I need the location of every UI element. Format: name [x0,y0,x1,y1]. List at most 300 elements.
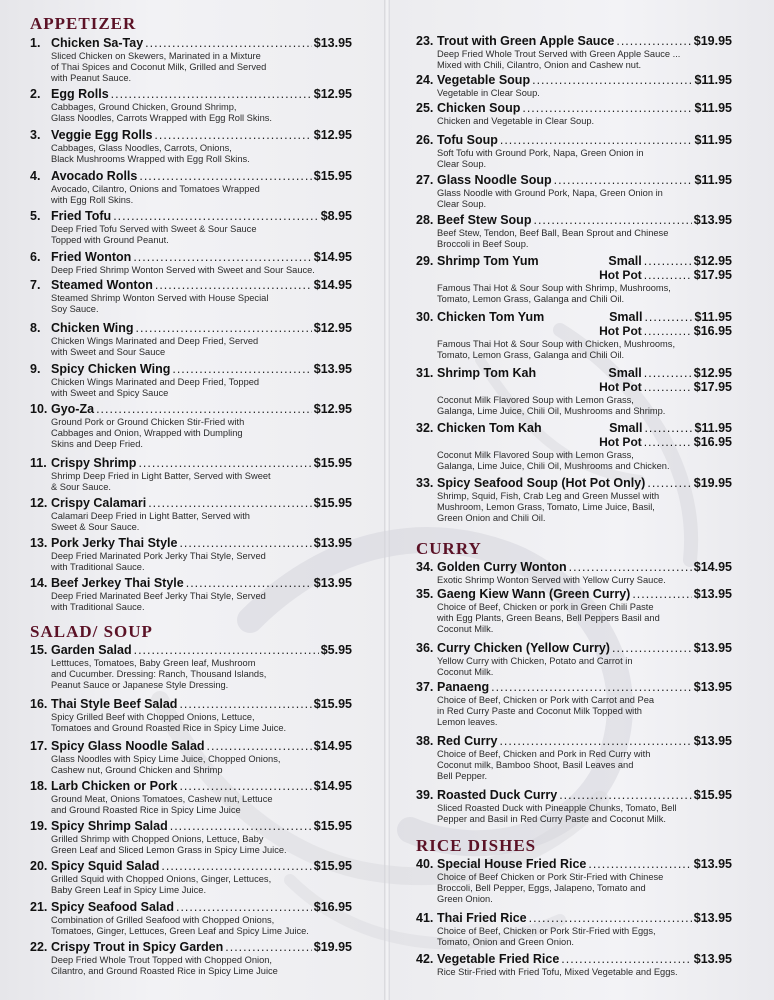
item-name: Spicy Seafood Salad [51,900,174,914]
item-name: Veggie Egg Rolls [51,128,153,142]
item-description: Chicken and Vegetable in Clear Soup. [437,116,595,126]
hot-pot-line [416,380,732,394]
dot-leader [499,734,691,748]
menu-item [30,900,352,937]
item-name: Spicy Glass Noodle Salad [51,739,205,753]
item-name: Egg Rolls [51,87,109,101]
size-label-small: Small [608,254,642,268]
menu-item-line [416,952,732,966]
menu-item-line [416,857,732,871]
item-name: Red Curry [437,734,498,748]
item-number: 14. [30,576,48,590]
item-price: $15.95 [693,788,732,802]
hot-pot-price: $17.95 [693,268,732,282]
menu-item [30,859,352,896]
item-price: $13.95 [693,734,732,748]
dot-leader [139,169,311,183]
menu-item [30,250,352,276]
item-price: $14.95 [313,250,352,264]
menu-item-line [30,321,352,335]
item-description: Famous Thai Hot & Sour Soup with Chicken, Mushrooms, Tomato, Lemon Grass, Galanga and Chili Oil. [437,339,676,361]
item-description: Avocado, Cilantro, Onions and Tomatoes Wrapped with Egg Roll Skins. [51,184,260,206]
menu-item [30,321,352,358]
item-name: Vegetable Fried Rice [437,952,560,966]
menu-item-line [30,278,352,292]
item-number: 40. [416,857,434,871]
item-name: Fried Tofu [51,209,112,223]
hot-pot-line [416,324,732,338]
item-price: $13.95 [313,362,352,376]
menu-item [30,209,352,246]
dot-leader [207,739,312,753]
dot-leader [225,940,312,954]
menu-item-line [30,87,352,101]
dot-leader [172,362,311,376]
menu-item-line [30,456,352,470]
item-number: 34. [416,560,434,574]
dot-leader [136,321,312,335]
dot-leader [644,268,692,282]
item-description: Grilled Shrimp with Chopped Onions, Lettuce, Baby Green Leaf and Sliced Lemon Grass in Spicy Lime Juice. [51,834,287,856]
item-price: $12.95 [693,254,732,268]
item-number: 16. [30,697,48,711]
item-name: Thai Fried Rice [437,911,527,925]
menu-item [30,536,352,573]
menu-item-line [416,421,732,435]
menu-item-line [416,587,732,601]
menu-item [30,128,352,165]
dot-leader [647,476,691,490]
item-name: Roasted Duck Curry [437,788,558,802]
menu-item [416,133,732,170]
item-name: Curry Chicken (Yellow Curry) [437,641,610,655]
section-title-appetizer: APPETIZER [30,14,137,33]
item-description: Soft Tofu with Ground Pork, Napa, Green Onion in Clear Soup. [437,148,644,170]
item-description: Spicy Grilled Beef with Chopped Onions, Lettuce, Tomatoes and Ground Roasted Rice in Spicy Lime Juice. [51,712,287,734]
item-number: 33. [416,476,434,490]
item-name: Pork Jerky Thai Style [51,536,178,550]
item-price: $13.95 [693,952,732,966]
item-name: Glass Noodle Soup [437,173,552,187]
menu-item [30,576,352,613]
item-name: Trout with Green Apple Sauce [437,34,615,48]
item-name: Chicken Tom Yum [437,310,545,324]
item-description: Combination of Grilled Seafood with Chopped Onions, Tomatoes, Ginger, Lettuces, Green Leaf and Spicy Lime Juice. [51,915,309,937]
item-number: 32. [416,421,434,435]
dot-leader [644,324,692,338]
item-price: $13.95 [693,857,732,871]
menu-item [30,940,352,977]
menu-item-line [30,643,352,657]
item-description: Ground Pork or Ground Chicken Stir-Fried with Cabbages and Onion, Wrapped with Dumpling Skins and Deep Fried. [51,417,245,450]
item-number: 17. [30,739,48,753]
item-price: $12.95 [313,402,352,416]
item-name: Garden Salad [51,643,132,657]
menu-item-line [30,576,352,590]
section-title-salad-soup: SALAD/ SOUP [30,622,153,641]
item-name: Beef Stew Soup [437,213,532,227]
menu-item [416,73,732,99]
item-name: Beef Jerkey Thai Style [51,576,184,590]
item-description: Yellow Curry with Chicken, Potato and Carrot in Coconut Milk. [437,656,633,678]
item-number: 22. [30,940,48,954]
item-description: Steamed Shrimp Wonton Served with House Special Soy Sauce. [51,293,269,315]
dot-leader [186,576,312,590]
hot-pot-price: $17.95 [693,380,732,394]
dot-leader [154,128,311,142]
item-description: Shrimp, Squid, Fish, Crab Leg and Green Mussel with Mushroom, Lemon Grass, Tomato, Lime Juice, Basil, Green Onion and Chili Oil. [437,491,660,524]
dot-leader [145,36,312,50]
item-description: Ground Meat, Onions Tomatoes, Cashew nut, Lettuce and Ground Roasted Rice in Spicy Lime Juice [51,794,273,816]
item-price: $13.95 [313,536,352,550]
menu-item [416,560,732,586]
dot-leader [644,421,692,435]
menu-item [416,952,732,978]
item-description: Cabbages, Glass Noodles, Carrots, Onions, Black Mushrooms Wrapped with Egg Roll Skins. [51,143,250,165]
item-price: $14.95 [693,560,732,574]
menu-item-line [416,213,732,227]
item-number: 24. [416,73,434,87]
item-description: Coconut Milk Flavored Soup with Lemon Grass, Galanga, Lime Juice, Chili Oil, Mushrooms and Chicken. [437,450,670,472]
item-description: Cabbages, Ground Chicken, Ground Shrimp, Glass Noodles, Carrots Wrapped with Egg Roll Skins. [51,102,272,124]
item-number: 28. [416,213,434,227]
item-price: $13.95 [693,641,732,655]
item-number: 10. [30,402,48,416]
item-description: Deep Fried Tofu Served with Sweet & Sour Sauce Topped with Ground Peanut. [51,224,257,246]
item-description: Deep Fried Whole Trout Topped with Chopped Onion, Cilantro, and Ground Roasted Rice in Spicy Lime Juice [51,955,278,977]
menu-item [416,213,732,250]
item-description: Choice of Beef, Chicken or Pork Stir-Fried with Eggs, Tomato, Onion and Green Onion. [437,926,656,948]
menu-item-line [416,73,732,87]
menu-item-line [30,209,352,223]
menu-item-line [416,173,732,187]
item-number: 42. [416,952,434,966]
item-description: Deep Fried Marinated Pork Jerky Thai Style, Served with Traditional Sauce. [51,551,266,573]
item-number: 26. [416,133,434,147]
item-number: 35. [416,587,434,601]
item-number: 15. [30,643,48,657]
menu-item [416,857,732,906]
menu-item-line [30,402,352,416]
size-label-small: Small [609,421,643,435]
item-number: 18. [30,779,48,793]
menu-item [416,101,732,127]
item-description: Chicken Wings Marinated and Deep Fried, Served with Sweet and Sour Sauce [51,336,259,358]
item-name: Chicken Tom Kah [437,421,542,435]
item-description: Beef Stew, Tendon, Beef Ball, Bean Sprout and Chinese Broccoli in Beef Soup. [437,228,669,250]
item-price: $15.95 [313,697,352,711]
item-description: Choice of Beef Chicken or Pork Stir-Fried with Chinese Broccoli, Bell Pepper, Eggs, Jalapeno, Tomato and Green Onion. [437,872,664,905]
item-name: Avocado Rolls [51,169,138,183]
item-name: Crispy Trout in Spicy Garden [51,940,224,954]
item-number: 4. [30,169,41,183]
item-description: Coconut Milk Flavored Soup with Lemon Grass, Galanga, Lime Juice, Chili Oil, Mushrooms and Shrimp. [437,395,666,417]
item-number: 25. [416,101,434,115]
menu-item [30,36,352,85]
menu-item [416,641,732,678]
item-description: Grilled Squid with Chopped Onions, Ginger, Lettuces, Baby Green Leaf in Spicy Lime Juice. [51,874,272,896]
dot-leader [612,641,692,655]
menu-item [30,739,352,776]
size-label-hot-pot: Hot Pot [599,268,642,282]
page-fold [384,0,390,1000]
dot-leader [616,34,691,48]
item-number: 7. [30,278,41,292]
menu-item-line [30,739,352,753]
dot-leader [644,254,692,268]
menu-item-line [416,310,732,324]
item-name: Spicy Seafood Soup (Hot Pot Only) [437,476,646,490]
dot-leader [522,101,692,115]
item-number: 38. [416,734,434,748]
menu-item-line [30,900,352,914]
menu-item [416,254,732,305]
item-name: Special House Fried Rice [437,857,587,871]
item-number: 21. [30,900,48,914]
item-description: Glass Noodle with Ground Pork, Napa, Green Onion in Clear Soup. [437,188,663,210]
item-number: 36. [416,641,434,655]
menu-item-line [30,536,352,550]
item-number: 2. [30,87,41,101]
menu-item [30,87,352,124]
menu-item-line [416,680,732,694]
item-number: 12. [30,496,48,510]
item-price: $19.95 [693,476,732,490]
item-price: $15.95 [313,819,352,833]
item-price: $11.95 [694,310,732,324]
item-description: Sliced Chicken on Skewers, Marinated in a Mixture of Thai Spices and Coconut Milk, Grilled and Served with Peanut Sauce. [51,51,267,84]
item-price: $16.95 [313,900,352,914]
menu-item-line [416,788,732,802]
item-price: $12.95 [313,321,352,335]
dot-leader [113,209,319,223]
menu-item [416,587,732,636]
item-name: Gaeng Kiew Wann (Green Curry) [437,587,631,601]
dot-leader [155,278,312,292]
menu-item-line [416,254,732,268]
item-price: $11.95 [694,421,732,435]
item-number: 1. [30,36,41,50]
dot-leader [644,310,692,324]
dot-leader [500,133,693,147]
item-name: Chicken Soup [437,101,521,115]
dot-leader [532,73,692,87]
item-name: Golden Curry Wonton [437,560,567,574]
menu-item-line [416,560,732,574]
item-description: Vegetable in Clear Soup. [437,88,540,98]
dot-leader [134,643,319,657]
dot-leader [133,250,311,264]
item-price: $13.95 [693,911,732,925]
menu-item-line [416,366,732,380]
dot-leader [559,788,692,802]
dot-leader [170,819,312,833]
item-description: Rice Stir-Fried with Fried Tofu, Mixed Vegetable and Eggs. [437,967,678,977]
item-number: 27. [416,173,434,187]
dot-leader [644,366,692,380]
item-price: $15.95 [313,859,352,873]
dot-leader [111,87,312,101]
item-name: Spicy Squid Salad [51,859,160,873]
item-number: 5. [30,209,41,223]
item-price: $14.95 [313,278,352,292]
item-name: Gyo-Za [51,402,95,416]
item-name: Shrimp Tom Kah [437,366,537,380]
item-description: Choice of Beef, Chicken and Pork in Red Curry with Coconut milk, Bamboo Shoot, Basil Leaves and Bell Pepper. [437,749,651,782]
item-price: $8.95 [320,209,352,223]
dot-leader [561,952,691,966]
dot-leader [179,536,311,550]
item-number: 30. [416,310,434,324]
menu-item [416,476,732,525]
menu-item-line [416,101,732,115]
menu-item [416,421,732,472]
menu-item-line [416,476,732,490]
item-price: $13.95 [313,36,352,50]
menu-item [30,779,352,816]
menu-item [416,366,732,417]
item-price: $11.95 [694,173,732,187]
item-name: Crispy Shrimp [51,456,137,470]
hot-pot-line [416,435,732,449]
item-price: $13.95 [313,576,352,590]
dot-leader [138,456,311,470]
item-description: Famous Thai Hot & Sour Soup with Shrimp, Mushrooms, Tomato, Lemon Grass, Galanga and Chili Oil. [437,283,671,305]
item-description: Glass Noodles with Spicy Lime Juice, Chopped Onions, Cashew nut, Ground Chicken and Shrimp [51,754,281,776]
item-number: 20. [30,859,48,873]
menu-item [30,362,352,399]
item-name: Panaeng [437,680,490,694]
menu-item [416,680,732,729]
hot-pot-line [416,268,732,282]
menu-item-line [416,911,732,925]
item-price: $15.95 [313,456,352,470]
size-label-small: Small [608,366,642,380]
menu-item-line [30,362,352,376]
menu-item-line [30,496,352,510]
item-description: Choice of Beef, Chicken or pork in Green Chili Paste with Egg Plants, Green Beans, Bell Peppers Basil and Coconut Milk. [437,602,660,635]
item-number: 39. [416,788,434,802]
menu-item [416,173,732,210]
dot-leader [148,496,312,510]
menu-item [30,643,352,692]
item-price: $11.95 [694,73,732,87]
item-price: $14.95 [313,779,352,793]
menu-item [416,734,732,783]
item-name: Vegetable Soup [437,73,531,87]
item-number: 3. [30,128,41,142]
menu-item [30,496,352,533]
item-name: Thai Style Beef Salad [51,697,178,711]
menu-item [416,310,732,361]
menu-item-line [30,169,352,183]
menu-item [30,402,352,451]
item-name: Shrimp Tom Yum [437,254,539,268]
dot-leader [176,900,312,914]
item-price: $5.95 [320,643,352,657]
item-price: $11.95 [694,101,732,115]
dot-leader [161,859,311,873]
menu-item-line [30,940,352,954]
menu-item [30,697,352,734]
item-number: 31. [416,366,434,380]
item-price: $15.95 [313,169,352,183]
item-description: Letttuces, Tomatoes, Baby Green leaf, Mushroom and Cucumber. Dressing: Ranch, Thousand Islands, Peanut Sauce or Japanese Style Dressing. [51,658,267,691]
item-number: 6. [30,250,41,264]
menu-item [416,911,732,948]
item-name: Spicy Shrimp Salad [51,819,168,833]
dot-leader [533,213,691,227]
item-price: $14.95 [313,739,352,753]
item-number: 9. [30,362,41,376]
item-description: Deep Fried Whole Trout Served with Green Apple Sauce ... Mixed with Chili, Cilantro, Onion and Cashew nut. [437,49,681,71]
item-number: 29. [416,254,434,268]
size-label-hot-pot: Hot Pot [599,435,642,449]
menu-item-line [30,250,352,264]
dot-leader [491,680,692,694]
dot-leader [644,435,692,449]
item-number: 11. [30,456,47,470]
item-description: Exotic Shrimp Wonton Served with Yellow Curry Sauce. [437,575,666,585]
item-number: 41. [416,911,434,925]
item-price: $12.95 [313,87,352,101]
section-title-rice-dishes: RICE DISHES [416,836,537,855]
item-price: $19.95 [693,34,732,48]
dot-leader [529,911,692,925]
item-price: $13.95 [693,213,732,227]
item-description: Deep Fried Marinated Beef Jerky Thai Style, Served with Traditional Sauce. [51,591,266,613]
menu-item [30,456,352,493]
item-number: 23. [416,34,434,48]
menu-item-line [416,34,732,48]
item-number: 8. [30,321,41,335]
menu-item [30,169,352,206]
hot-pot-price: $16.95 [693,435,732,449]
menu-item-line [30,819,352,833]
hot-pot-price: $16.95 [693,324,732,338]
menu-item [30,819,352,856]
item-price: $15.95 [313,496,352,510]
dot-leader [569,560,692,574]
item-price: $12.95 [313,128,352,142]
item-description: Choice of Beef, Chicken or Pork with Carrot and Pea in Red Curry Paste and Coconut Milk Topped with Lemon leaves. [437,695,655,728]
item-name: Fried Wonton [51,250,132,264]
item-price: $12.95 [693,366,732,380]
dot-leader [588,857,691,871]
item-price: $19.95 [313,940,352,954]
dot-leader [96,402,312,416]
item-name: Chicken Wing [51,321,134,335]
item-name: Crispy Calamari [51,496,147,510]
item-description: Calamari Deep Fried in Light Batter, Served with Sweet & Sour Sauce. [51,511,250,533]
menu-item-line [30,697,352,711]
dot-leader [644,380,692,394]
menu-item-line [416,133,732,147]
menu-item-line [30,36,352,50]
item-number: 37. [416,680,434,694]
item-description: Sliced Roasted Duck with Pineapple Chunks, Tomato, Bell Pepper and Basil in Red Curry Paste and Coconut Milk. [437,803,677,825]
item-number: 13. [30,536,48,550]
menu-item [416,788,732,825]
size-label-hot-pot: Hot Pot [599,324,642,338]
menu-item-line [416,734,732,748]
item-price: $13.95 [693,587,732,601]
item-description: Deep Fried Shrimp Wonton Served with Sweet and Sour Sauce. [51,265,315,275]
dot-leader [179,779,311,793]
menu-item [416,34,732,71]
menu-item-line [30,859,352,873]
menu-item-line [416,641,732,655]
